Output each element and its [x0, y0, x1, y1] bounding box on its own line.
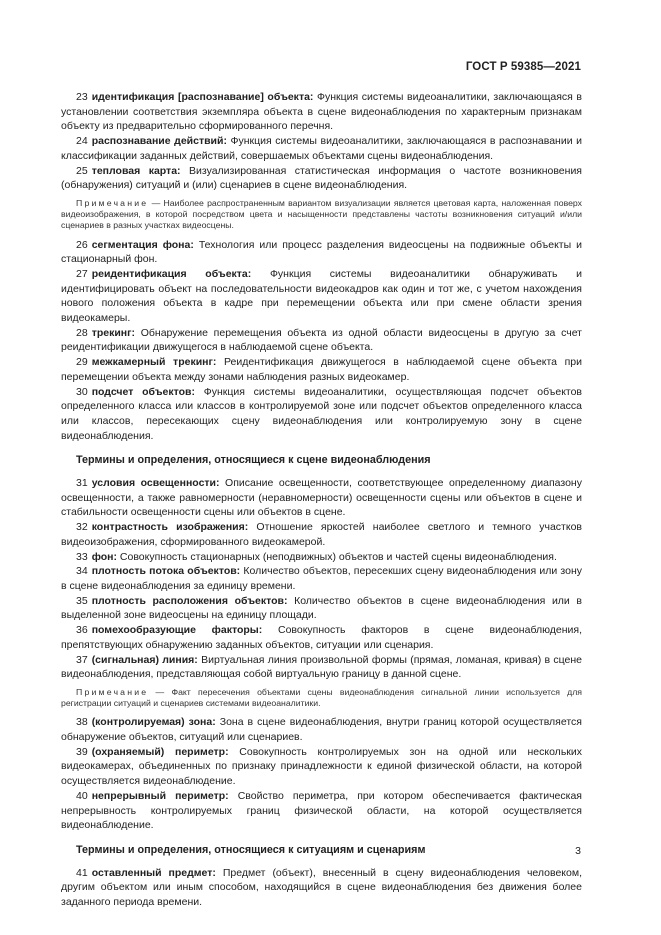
document-standard-id: ГОСТ Р 59385—2021 [465, 61, 581, 73]
terms-group-e [61, 866, 582, 910]
section-heading-scene: Термины и определения, относящиеся к сцене видеонаблюдения [76, 454, 431, 467]
terms-group-d [61, 715, 582, 833]
term-36: 36 помехообразующие факторы: Совокупность факторов в сцене видеонаблюдения, препятствующих обнаружению заданных объектов, ситуации или сценария. [61, 624, 582, 651]
document-body [61, 90, 582, 910]
note-signal-line: Примечание — Факт пересечения объектами сцены видеонаблюдения сигнальной линии используется для регистрации ситуаций и сценариев системами видеоаналитики. [61, 686, 582, 709]
note-heatmap: Примечание — Наиболее распространенным вариантом визуализации является цветовая карта, наложенная поверх видеоизображения, в которой посредством цвета и насыщенности представлены частоты возникновения ситуаций и/или сценариев в разных участках видеосцены. [61, 197, 582, 231]
term-39: 39 (охраняемый) периметр: Совокупность контролируемых зон на одной или нескольких видеокамерах, объединенных по признаку принадлежности к единой физической области, на которой осуществляется видеонаблюдение. [61, 745, 582, 788]
term-35: 35 плотность расположения объектов: Количество объектов в сцене видеонаблюдения или в выделенной зоне видеосцены на единицу площади. [61, 594, 582, 622]
term-40: 40 непрерывный периметр: Свойство периметра, при котором обеспечивается фактическая непрерывность контролируемых границ физической области, на которой осуществляется видеонаблюдение. [61, 789, 582, 832]
term-33: 33 фон: Совокупность стационарных (неподвижных) объектов и частей сцены видеонаблюдения. [76, 550, 557, 563]
term-31: 31 условия освещенности: Описание освещенности, соответствующее определенному диапазону освещенности, а также равномерности (неравномерности) освещенности сцены или объектов в сцене и стабильности освещенности сцены или объектов в сцене. [61, 477, 582, 519]
term-25: 25 тепловая карта: Визуализированная статистическая информация о частоте возникновения (обнаружения) ситуаций и (или) сценариев в сцене видеонаблюдения. [61, 164, 582, 192]
term-26: 26 сегментация фона: Технология или процесс разделения видеосцены на подвижные объекты и стационарный фон. [61, 238, 582, 266]
terms-group-a [61, 90, 582, 193]
term-34: 34 плотность потока объектов: Количество объектов, пересекших сцену видеонаблюдения или зону в сцене видеонаблюдения за единицу времени. [61, 565, 582, 592]
term-32: 32 контрастность изображения: Отношение яркостей наиболее светлого и темного участков видеоизображения, сформированного видеокамерой. [61, 521, 582, 548]
page-number: 3 [575, 845, 581, 857]
term-24: 24 распознавание действий: Функция системы видеоаналитики, заключающаяся в распознавании и классификации заданных действий, совершаемых объектами сцены видеонаблюдения. [61, 135, 583, 162]
term-38: 38 (контролируемая) зона: Зона в сцене видеонаблюдения, внутри границ которой осуществляется обнаружение объектов, ситуаций или сценариев. [61, 716, 582, 744]
terms-group-c [61, 476, 582, 682]
term-30: 30 подсчет объектов: Функция системы видеоаналитики, осуществляющая подсчет объектов определенного класса или классов в контролируемой зоне или подсчет объектов определенного класса или классов, пересекающих сцену видеонаблюдения или контролируемую зону в сцене видеонаблюдения. [61, 385, 583, 442]
term-27: 27 реидентификация объекта: Функция системы видеоаналитики обнаруживать и идентифицировать объект на последовательности видеокадров как один и тот же, с учетом нахождения нового положения объекта в кадре при перемещении объекта или при смене области зрения видеокамеры. [61, 267, 582, 325]
term-29: 29 межкамерный трекинг: Реидентификация движущегося в наблюдаемой сцене объекта при перемещении объекта между зонами наблюдения разных видеокамер. [61, 356, 582, 383]
term-41: 41 оставленный предмет: Предмет (объект), внесенный в сцену видеонаблюдения человеком, другим объектом или иным способом, находящийся в сцене видеонаблюдения без движения более заданного периода времени. [61, 866, 582, 909]
term-28: 28 трекинг: Обнаружение перемещения объекта из одной области видеосцены в другую за счет реидентификации движущегося в наблюдаемой сцене объекта. [61, 326, 582, 354]
term-37: 37 (сигнальная) линия: Виртуальная линия произвольной формы (прямая, ломаная, кривая) в сцене видеонаблюдения, представляющая собой виртуальную границу в данной сцене. [61, 653, 582, 681]
term-23: 23 идентификация [распознавание] объекта: Функция системы видеоаналитики, заключающаяся в установлении соответствия экземпляра объекта в сцене видеонаблюдения по характерным признакам объекту из предварительно сформированного перечня. [61, 91, 582, 133]
terms-group-b [61, 238, 582, 444]
section-heading-situations: Термины и определения, относящиеся к ситуациям и сценариям [76, 843, 426, 856]
